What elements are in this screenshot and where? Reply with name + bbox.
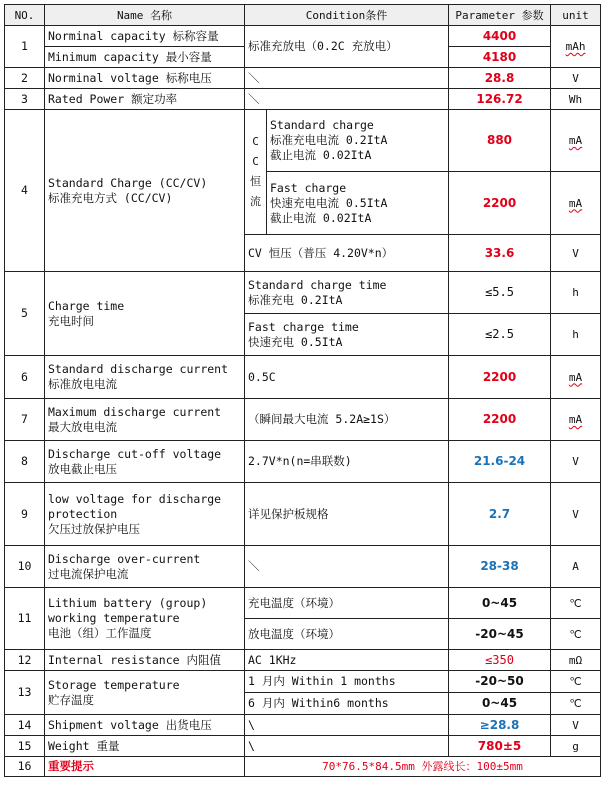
spec-unit: mA	[568, 134, 583, 147]
spec-name: Discharge cut-off voltage 放电截止电压	[45, 441, 245, 483]
spec-condition: AC 1KHz	[245, 650, 449, 671]
spec-name: Rated Power 额定功率	[45, 89, 245, 110]
spec-unit: mΩ	[551, 650, 601, 671]
spec-name-line: Standard Charge (CC/CV)	[48, 175, 208, 190]
table-row	[5, 89, 601, 110]
spec-unit: Wh	[551, 89, 601, 110]
row-number: 9	[5, 483, 45, 546]
table-row	[5, 399, 601, 441]
spec-value: 2200	[449, 356, 551, 399]
header-no: NO.	[5, 5, 45, 26]
table-row	[5, 483, 601, 546]
row-number: 14	[5, 715, 45, 736]
row-number: 5	[5, 272, 45, 356]
spec-unit: mA	[568, 196, 583, 210]
header-parameter: Parameter 参数	[449, 5, 551, 26]
spec-value: ≥28.8	[449, 715, 551, 736]
spec-condition: ＼	[245, 68, 449, 89]
spec-name: Charge time 充电时间	[45, 272, 245, 356]
row-number: 16	[5, 757, 45, 777]
spec-name: Norminal voltage 标称电压	[45, 68, 245, 89]
spec-name: low voltage for discharge protection 欠压过放保护电压	[45, 483, 245, 546]
spec-unit: A	[551, 546, 601, 588]
spec-unit: ℃	[551, 671, 601, 693]
spec-unit: ℃	[551, 693, 601, 715]
row-number: 1	[5, 26, 45, 68]
row-number: 11	[5, 588, 45, 650]
spec-condition: 放电温度（环境）	[245, 619, 449, 650]
spec-name: Standard discharge current 标准放电电流	[45, 356, 245, 399]
spec-value: 0~45	[449, 693, 551, 715]
header-row	[5, 5, 601, 26]
spec-unit: mAh	[565, 40, 586, 53]
header-unit: unit	[551, 5, 601, 26]
spec-condition: Fast charge time 快速充电 0.5ItA	[245, 314, 449, 356]
row-number: 8	[5, 441, 45, 483]
spec-name: Storage temperature 贮存温度	[45, 671, 245, 715]
header-condition: Condition条件	[245, 5, 449, 26]
spec-value: -20~50	[449, 671, 551, 693]
table-row	[5, 272, 601, 314]
spec-unit: V	[551, 441, 601, 483]
spec-name: Maximum discharge current 最大放电电流	[45, 399, 245, 441]
spec-unit: h	[551, 314, 601, 356]
spec-unit: h	[551, 272, 601, 314]
spec-value: 4180	[449, 47, 551, 68]
cc-label: C C 恒 流	[245, 110, 267, 235]
spec-value: 33.6	[449, 235, 551, 272]
spec-value: 4400	[449, 26, 551, 47]
spec-condition: 详见保护板规格	[245, 483, 449, 546]
spec-name: Shipment voltage 出货电压	[45, 715, 245, 736]
spec-value: 28.8	[449, 68, 551, 89]
spec-name	[45, 110, 245, 272]
table-row	[5, 441, 601, 483]
spec-name: Weight 重量	[45, 736, 245, 757]
row-number: 12	[5, 650, 45, 671]
row-number: 10	[5, 546, 45, 588]
spec-value: 2200	[449, 399, 551, 441]
spec-condition: Standard charge 标准充电电流 0.2ItA 截止电流 0.02ItA	[267, 110, 449, 172]
spec-value: 880	[449, 110, 551, 172]
spec-name: Internal resistance 内阻值	[45, 650, 245, 671]
spec-unit: V	[551, 483, 601, 546]
spec-condition: ＼	[245, 546, 449, 588]
spec-name: Discharge over-current 过电流保护电流	[45, 546, 245, 588]
spec-unit: mA	[568, 370, 583, 384]
spec-condition: 6 月内 Within6 months	[245, 693, 449, 715]
spec-name: Lithium battery (group) working temperature 电池（组）工作温度	[45, 588, 245, 650]
spec-value: ≤350	[449, 650, 551, 671]
spec-name-line: 标准充电方式 (CC/CV)	[48, 190, 173, 205]
spec-condition: 2.7V*n(n=串联数)	[245, 441, 449, 483]
table-row	[5, 26, 601, 47]
spec-value: 126.72	[449, 89, 551, 110]
spec-unit: ℃	[551, 619, 601, 650]
spec-unit: ℃	[551, 588, 601, 619]
spec-value: 28-38	[449, 546, 551, 588]
spec-unit: g	[551, 736, 601, 757]
spec-condition: CV 恒压（普压 4.20V*n）	[245, 235, 449, 272]
spec-condition: Fast charge 快速充电电流 0.5ItA 截止电流 0.02ItA	[267, 172, 449, 235]
row-number: 13	[5, 671, 45, 715]
spec-condition: 标准充放电（0.2C 充放电）	[245, 26, 449, 68]
table-row	[5, 715, 601, 736]
table-row	[5, 356, 601, 399]
table-row	[5, 736, 601, 757]
spec-condition: 1 月内 Within 1 months	[245, 671, 449, 693]
spec-condition: \	[245, 736, 449, 757]
spec-unit: mA	[568, 413, 583, 426]
spec-condition: 0.5C	[245, 356, 449, 399]
spec-table	[4, 4, 601, 777]
table-row	[5, 588, 601, 619]
spec-unit: V	[551, 715, 601, 736]
spec-value: 2.7	[449, 483, 551, 546]
spec-condition: 充电温度（环境）	[245, 588, 449, 619]
important-notice-label: 重要提示	[45, 757, 245, 777]
spec-value: -20~45	[449, 619, 551, 650]
table-row	[5, 110, 601, 172]
table-row	[5, 671, 601, 693]
row-number: 4	[5, 110, 45, 272]
row-number: 3	[5, 89, 45, 110]
spec-condition: ＼	[245, 89, 449, 110]
spec-value: 2200	[449, 172, 551, 235]
spec-condition: \	[245, 715, 449, 736]
spec-value: 21.6-24	[449, 441, 551, 483]
row-number: 2	[5, 68, 45, 89]
spec-value: ≤5.5	[449, 272, 551, 314]
table-row	[5, 546, 601, 588]
spec-value: 780±5	[449, 736, 551, 757]
row-number: 15	[5, 736, 45, 757]
important-notice-text: 70*76.5*84.5mm 外露线长：100±5mm	[245, 757, 601, 777]
spec-unit: V	[551, 235, 601, 272]
table-row	[5, 68, 601, 89]
table-row	[5, 757, 601, 777]
spec-value: ≤2.5	[449, 314, 551, 356]
spec-name: Norminal capacity 标称容量	[45, 26, 245, 47]
header-name: Name 名称	[45, 5, 245, 26]
row-number: 7	[5, 399, 45, 441]
table-row	[5, 650, 601, 671]
row-number: 6	[5, 356, 45, 399]
spec-name: Minimum capacity 最小容量	[45, 47, 245, 68]
spec-condition: Standard charge time 标准充电 0.2ItA	[245, 272, 449, 314]
spec-condition: （瞬间最大电流 5.2A≥1S）	[245, 399, 449, 441]
spec-value: 0~45	[449, 588, 551, 619]
spec-unit: V	[551, 68, 601, 89]
